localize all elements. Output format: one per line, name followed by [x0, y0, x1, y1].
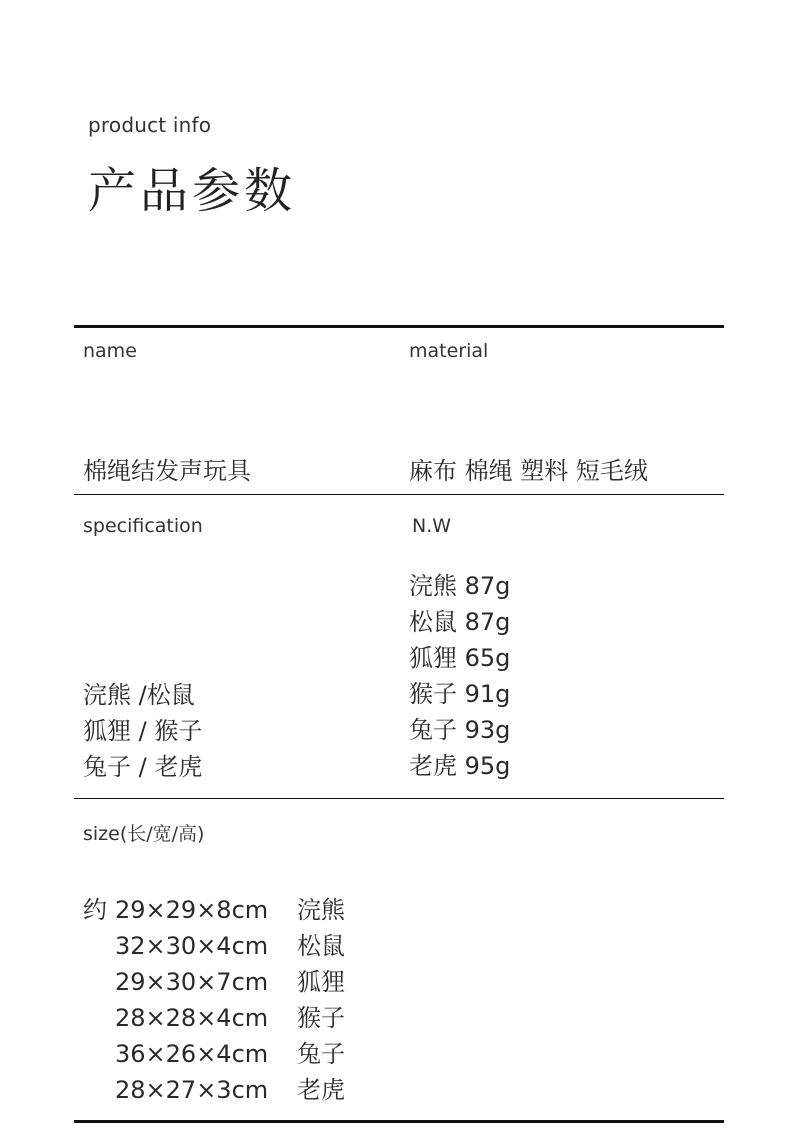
spec-list — [83, 677, 202, 785]
size-dims: 28×28×4cm — [115, 1004, 269, 1032]
name-value: 棉绳结发声玩具 — [83, 457, 251, 485]
weight-list — [409, 568, 510, 784]
material-value: 麻布 棉绳 塑料 短毛绒 — [409, 457, 648, 485]
section-divider — [74, 798, 724, 799]
material-label: material — [409, 340, 489, 362]
spec-item: 浣熊 /松鼠 — [83, 681, 195, 709]
weight-item: 狐狸 65g — [409, 644, 511, 672]
size-dims: 32×30×4cm — [115, 932, 269, 960]
size-animal: 老虎 — [297, 1076, 345, 1104]
size-animal: 浣熊 — [297, 896, 345, 924]
size-row — [83, 892, 345, 928]
size-prefix — [83, 1072, 115, 1108]
size-row — [83, 1036, 345, 1072]
size-row — [83, 964, 345, 1000]
size-prefix — [83, 1036, 115, 1072]
page-title: 产品参数 — [88, 163, 297, 219]
size-animal: 猴子 — [297, 1004, 345, 1032]
weight-item: 兔子 93g — [409, 716, 511, 744]
size-prefix: 约 — [83, 896, 107, 924]
size-row — [83, 1072, 345, 1108]
size-label: size(长/宽/高) — [83, 823, 205, 845]
size-prefix — [83, 964, 115, 1000]
size-prefix — [83, 1000, 115, 1036]
table-bottom-rule — [74, 1120, 724, 1123]
weight-item: 老虎 95g — [409, 752, 511, 780]
size-prefix — [83, 928, 115, 964]
spec-item: 兔子 / 老虎 — [83, 753, 203, 781]
name-label: name — [83, 340, 137, 362]
size-dims: 29×30×7cm — [115, 968, 269, 996]
subtitle: product info — [88, 113, 212, 137]
size-list — [83, 892, 345, 1108]
nw-label: N.W — [412, 515, 452, 537]
size-animal: 狐狸 — [297, 968, 345, 996]
size-animal: 松鼠 — [297, 932, 345, 960]
size-row — [83, 1000, 345, 1036]
spec-item: 狐狸 / 猴子 — [83, 717, 203, 745]
size-animal: 兔子 — [297, 1040, 345, 1068]
section-divider — [74, 494, 724, 495]
weight-item: 浣熊 87g — [409, 572, 511, 600]
size-row — [83, 928, 345, 964]
size-dims: 29×29×8cm — [115, 896, 269, 924]
weight-item: 松鼠 87g — [409, 608, 511, 636]
size-dims: 36×26×4cm — [115, 1040, 269, 1068]
specification-label: specification — [83, 515, 203, 537]
table-top-rule — [74, 325, 724, 328]
size-dims: 28×27×3cm — [115, 1076, 269, 1104]
weight-item: 猴子 91g — [409, 680, 511, 708]
